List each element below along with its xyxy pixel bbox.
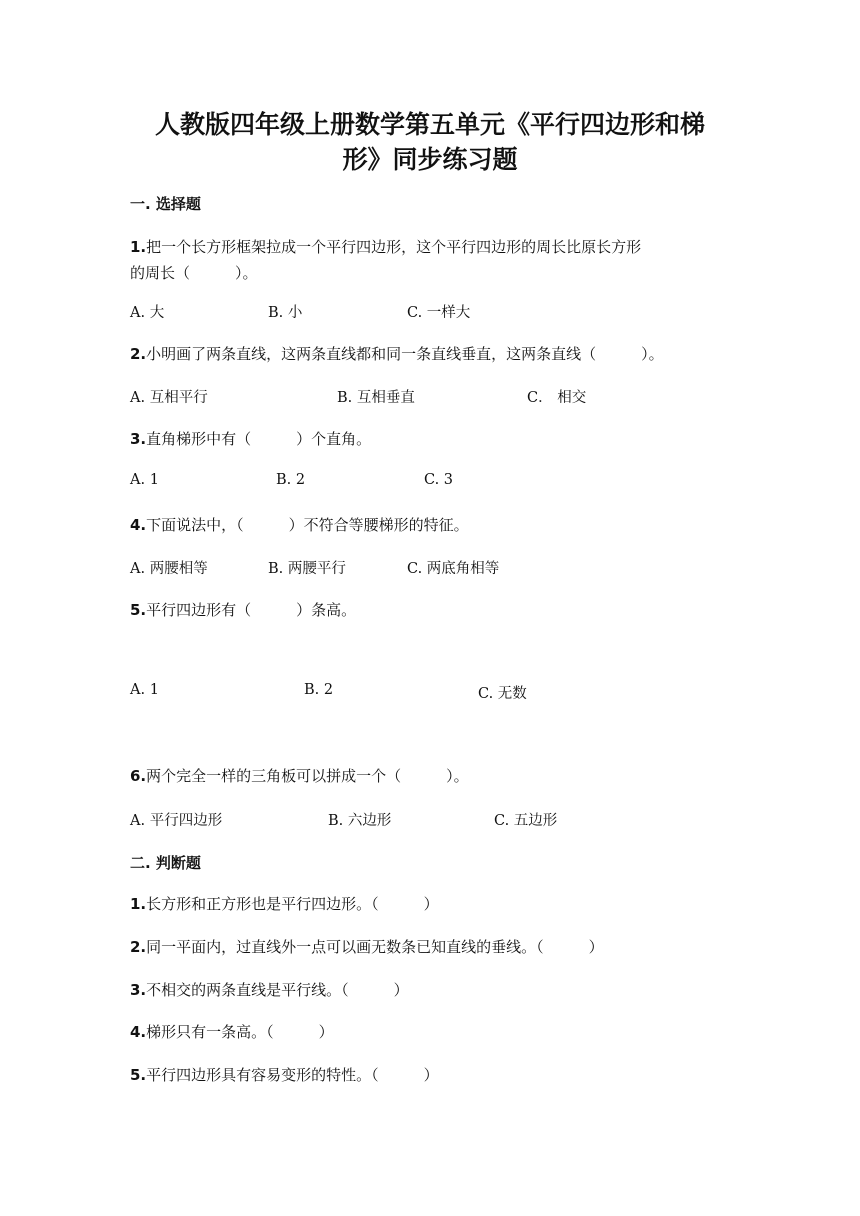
- judgment-5: [130, 1062, 439, 1088]
- question-3: [130, 426, 371, 452]
- question-text: 同一平面内，过直线外一点可以画无数条已知直线的垂线。（ ）: [146, 938, 604, 956]
- question-text-cont: 的周长（ ）。: [130, 264, 258, 282]
- page-title-line1: 人教版四年级上册数学第五单元《平行四边形和梯: [154, 110, 705, 139]
- question-number: 2.: [130, 938, 147, 956]
- option-c[interactable]: C. 无数: [478, 686, 527, 702]
- option-a[interactable]: A. 互相平行: [130, 390, 208, 406]
- question-5: [130, 597, 356, 623]
- question-number: 1.: [130, 895, 147, 913]
- judgment-4: [130, 1019, 334, 1045]
- option-c[interactable]: C. 一样大: [407, 305, 471, 321]
- section-heading-choice: 一. 选择题: [130, 195, 201, 213]
- option-b[interactable]: B. 2: [276, 472, 306, 488]
- option-b[interactable]: B. 六边形: [328, 813, 392, 829]
- option-c[interactable]: C. 两底角相等: [407, 561, 500, 577]
- question-4: [130, 512, 469, 538]
- option-a[interactable]: A. 大: [130, 305, 165, 321]
- question-text: 直角梯形中有（ ）个直角。: [146, 430, 372, 448]
- option-b[interactable]: B. 两腰平行: [268, 561, 346, 577]
- question-text: 小明画了两条直线，这两条直线都和同一条直线垂直，这两条直线（ ）。: [146, 345, 664, 363]
- question-text: 平行四边形具有容易变形的特性。（ ）: [146, 1066, 439, 1084]
- question-text: 把一个长方形框架拉成一个平行四边形，这个平行四边形的周长比原长方形: [146, 238, 642, 256]
- question-text: 不相交的两条直线是平行线。（ ）: [146, 981, 409, 999]
- question-number: 3.: [130, 430, 147, 448]
- question-number: 1.: [130, 238, 147, 256]
- option-a[interactable]: A. 平行四边形: [130, 813, 223, 829]
- option-a[interactable]: A. 两腰相等: [130, 561, 208, 577]
- judgment-1: [130, 891, 439, 917]
- option-b[interactable]: B. 小: [268, 305, 303, 321]
- option-c[interactable]: C. 五边形: [494, 813, 558, 829]
- judgment-2: [130, 934, 604, 960]
- option-a[interactable]: A. 1: [130, 682, 159, 698]
- question-text: 平行四边形有（ ）条高。: [146, 601, 357, 619]
- section-heading-judgment: 二. 判断题: [130, 854, 201, 872]
- option-a[interactable]: A. 1: [130, 472, 159, 488]
- question-number: 3.: [130, 981, 147, 999]
- option-b[interactable]: B. 2: [304, 682, 334, 698]
- page-title-line2: 形》同步练习题: [342, 145, 518, 174]
- question-text: 梯形只有一条高。（ ）: [146, 1023, 334, 1041]
- option-b[interactable]: B. 互相垂直: [337, 390, 415, 406]
- question-text: 下面说法中，（ ）不符合等腰梯形的特征。: [146, 516, 469, 534]
- question-1: [130, 234, 641, 286]
- question-number: 5.: [130, 601, 147, 619]
- question-text: 两个完全一样的三角板可以拼成一个（ ）。: [146, 767, 469, 785]
- question-2: [130, 341, 664, 367]
- question-number: 5.: [130, 1066, 147, 1084]
- question-number: 4.: [130, 1023, 147, 1041]
- question-number: 2.: [130, 345, 147, 363]
- question-6: [130, 763, 469, 789]
- question-text: 长方形和正方形也是平行四边形。（ ）: [146, 895, 439, 913]
- question-number: 6.: [130, 767, 147, 785]
- option-c[interactable]: C． 相交: [527, 390, 587, 406]
- judgment-3: [130, 977, 409, 1003]
- question-number: 4.: [130, 516, 147, 534]
- option-c[interactable]: C. 3: [424, 472, 454, 488]
